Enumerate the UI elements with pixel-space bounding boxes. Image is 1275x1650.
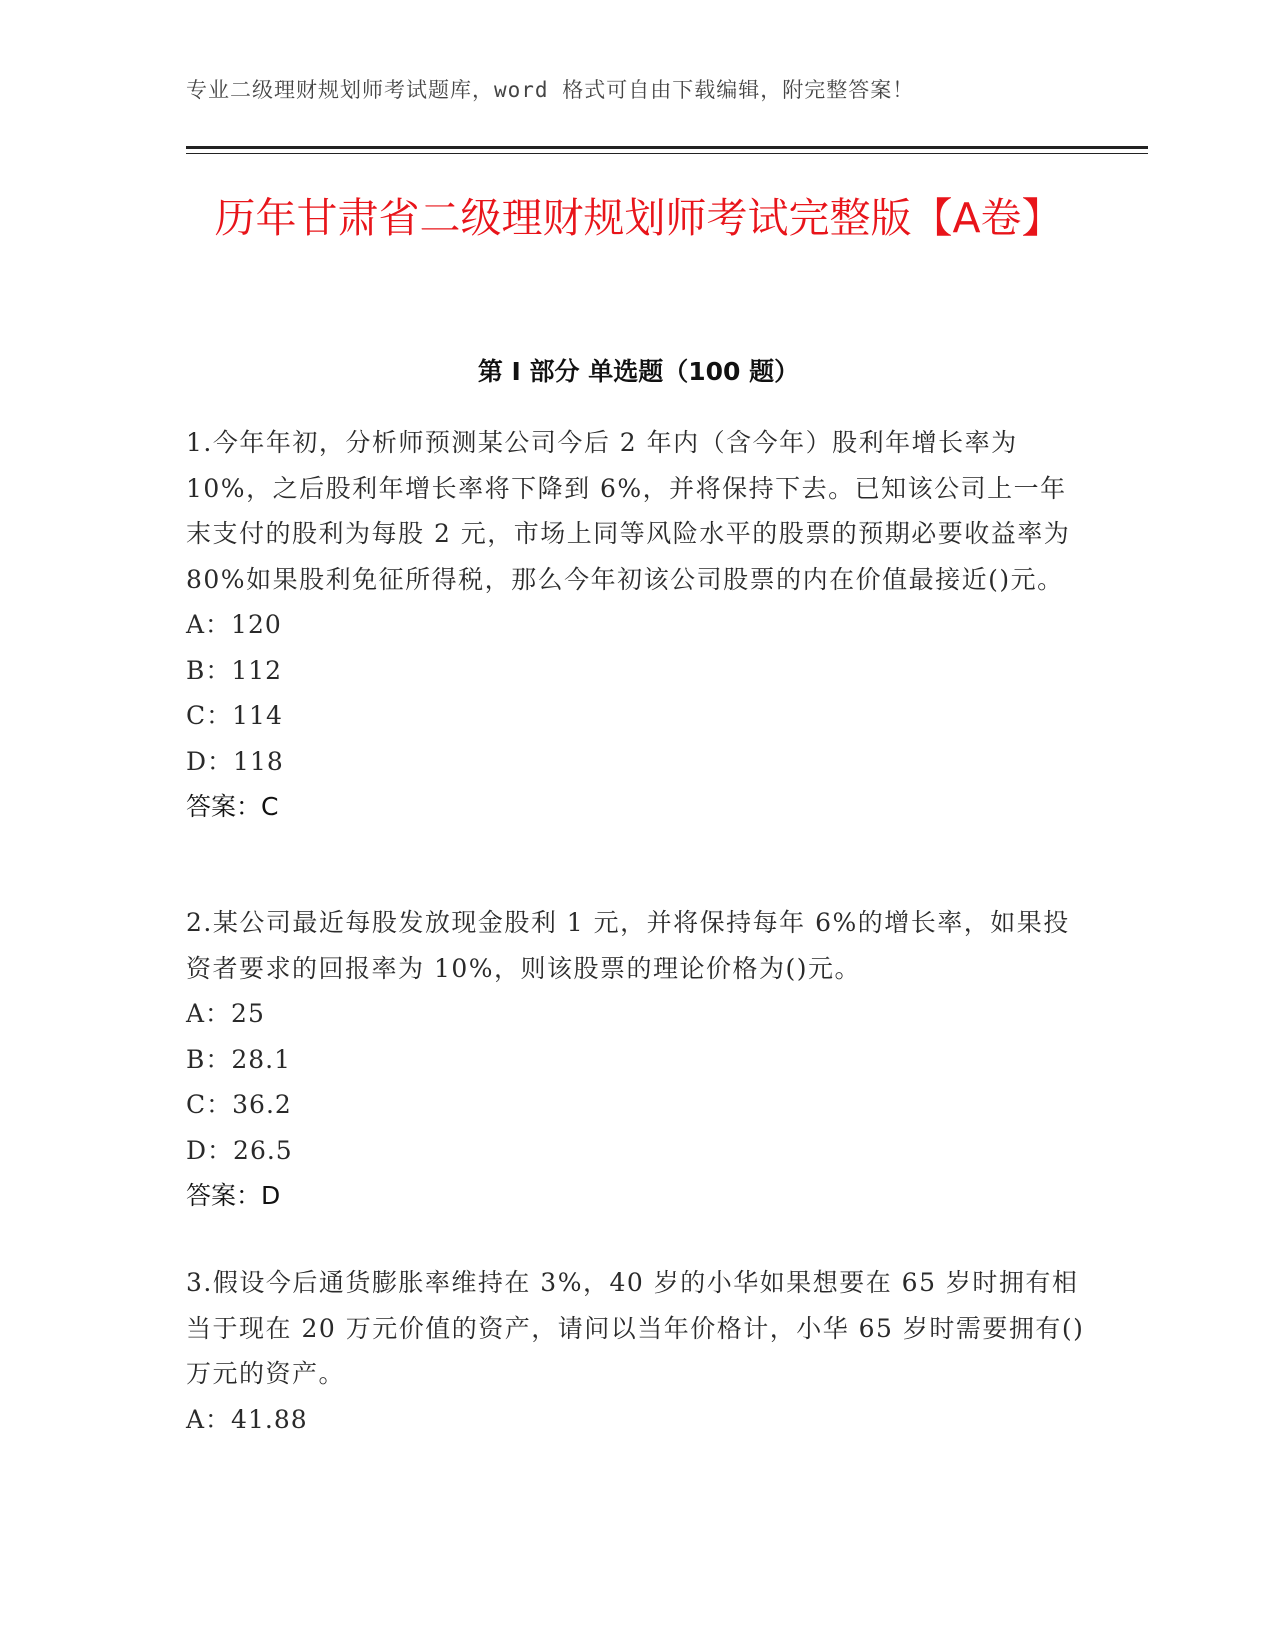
section-heading: 第 I 部分 单选题（100 题）: [477, 357, 800, 386]
option-b: B：112: [186, 655, 283, 685]
document-title: 历年甘肃省二级理财规划师考试完整版【A卷】: [214, 194, 1063, 242]
option-c: C：114: [186, 701, 283, 730]
option-a: A：120: [186, 610, 282, 639]
header-rule-thick: [186, 146, 1148, 149]
question-1: [186, 420, 1091, 830]
answer: 答案：C: [186, 792, 279, 821]
question-stem: 2.某公司最近每股发放现金股利 1 元，并将保持每年 6%的增长率，如果投资者要求的回报率为 10%，则该股票的理论价格为()元。: [186, 908, 1070, 983]
option-d: D：118: [186, 746, 284, 776]
page-header: 专业二级理财规划师考试题库，word 格式可自由下载编辑，附完整答案！: [186, 78, 915, 102]
question-3: [186, 1260, 1091, 1442]
header-rule-thin: [186, 153, 1148, 154]
option-b: B：28.1: [186, 1044, 292, 1074]
question-stem: 1.今年年初，分析师预测某公司今后 2 年内（含今年）股利年增长率为 10%，之后股利年增长率将下降到 6%，并将保持下去。已知该公司上一年末支付的股利为每股 2 元，市场上同等风险水平的股票的预期必要收益率为 80%如果股利免征所得税，那么今年初该公司股票的内在价值最接近()元。: [186, 428, 1071, 594]
option-a: A：25: [186, 999, 265, 1028]
option-a: A：41.88: [186, 1404, 308, 1434]
option-d: D：26.5: [186, 1135, 293, 1165]
option-c: C：36.2: [186, 1090, 292, 1119]
question-stem: 3.假设今后通货膨胀率维持在 3%，40 岁的小华如果想要在 65 岁时拥有相当于现在 20 万元价值的资产，请问以当年价格计，小华 65 岁时需要拥有()万元的资产。: [186, 1268, 1085, 1388]
answer: 答案：D: [186, 1181, 281, 1210]
question-2: [186, 900, 1091, 1219]
